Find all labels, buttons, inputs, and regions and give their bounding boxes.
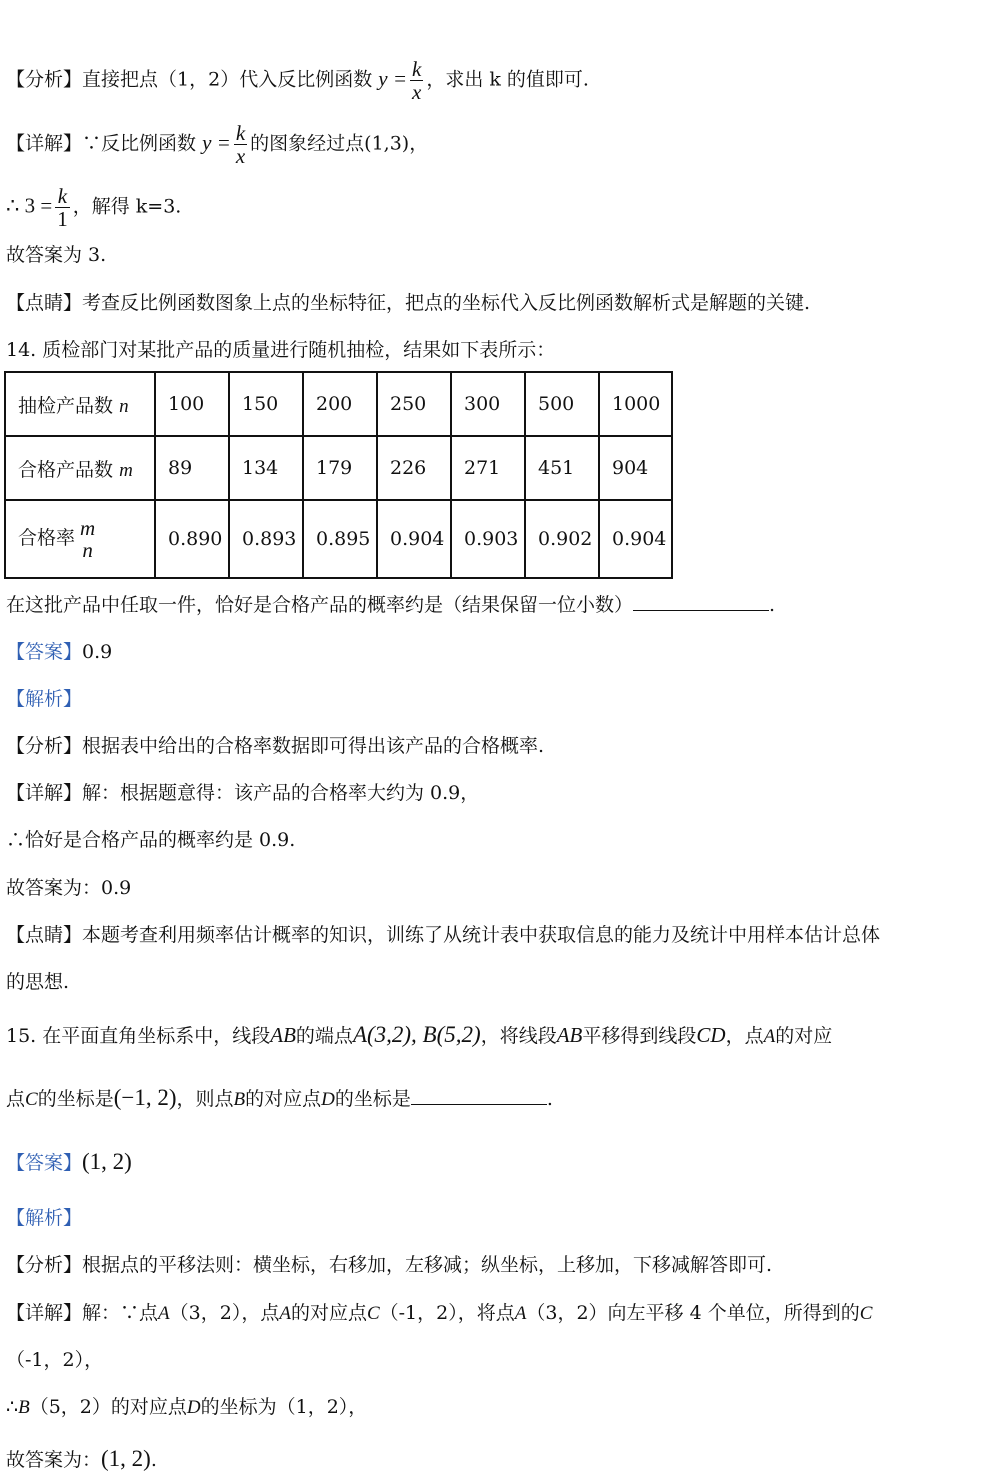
row-label: 抽检产品数 n [5, 372, 155, 436]
q13-step: ∴ 3 = $\frac{k}{1}$ ，解得 k=3. [6, 184, 182, 231]
q14-analysis: 【分析】根据表中给出的合格率数据即可得出该产品的合格概率. [6, 735, 545, 757]
row-label: 合格率 m n [5, 500, 155, 578]
answer-blank [411, 1086, 547, 1105]
q14-question: 14. 质检部门对某批产品的质量进行随机抽检，结果如下表所示： [6, 339, 556, 361]
fraction-k-over-1: $\frac{k}{1}$ [57, 184, 68, 231]
q15-detail: 【详解】解：∵点A（3，2），点A的对应点C（-1，2），将点A（3，2）向左平移 4 个单位，所得到的C [6, 1302, 873, 1324]
fraction-k-over-x-2: $\frac{k}{x}$ [235, 121, 246, 168]
q15-answer: 【答案】(1, 2) [6, 1149, 132, 1174]
q15-question-line2: 点C的坐标是(−1, 2)，则点B的对应点D的坐标是 . [6, 1085, 553, 1110]
q15-jiexi-tag: 【解析】 [6, 1207, 83, 1229]
q13-comment: 【点睛】考查反比例函数图象上点的坐标特征，把点的坐标代入反比例函数解析式是解题的关键. [6, 292, 811, 314]
q14-answer-line: 故答案为：0.9 [6, 877, 132, 899]
q14-table [4, 371, 673, 579]
q15-analysis: 【分析】根据点的平移法则：横坐标，右移加，左移减；纵坐标，上移加，下移减解答即可. [6, 1254, 773, 1276]
q15-therefore: ∴B（5，2）的对应点D的坐标为（1，2）， [6, 1396, 368, 1418]
q13-answer-line: 故答案为 3. [6, 244, 107, 266]
q14-prompt: 在这批产品中任取一件，恰好是合格产品的概率约是（结果保留一位小数） . [6, 594, 776, 616]
analysis-tag: 【分析】 [6, 68, 83, 91]
table-row: 抽检产品数 n 100 150 200 250 300 500 1000 [5, 372, 672, 436]
table-row: 合格率 m n 0.890 0.893 0.895 0.904 0.903 0.902 0.904 [5, 500, 672, 578]
q13-detail: 【详解】∵反比例函数 y = $\frac{k}{x}$ 的图象经过点(1,3)， [6, 121, 429, 168]
q13-analysis: 【分析】直接把点（1，2）代入反比例函数 y = $\frac{k}{x}$ ，求出 k 的值即可. [6, 57, 589, 104]
fraction-k-over-x: $\frac{k}{x}$ [412, 57, 422, 104]
q14-jiexi-tag: 【解析】 [6, 688, 83, 710]
q14-comment-cont: 的思想. [6, 971, 70, 993]
q15-question-line1: 15. 在平面直角坐标系中，线段AB的端点A(3,2), B(5,2)，将线段AB平移得到线段CD，点A的对应 [6, 1022, 833, 1047]
q14-answer: 【答案】0.9 [6, 641, 113, 663]
table-row: 合格产品数 m 89 134 179 226 271 451 904 [5, 436, 672, 500]
q14-comment: 【点睛】本题考查利用频率估计概率的知识，训练了从统计表中获取信息的能力及统计中用样本估计总体 [6, 924, 881, 946]
q14-detail: 【详解】解：根据题意得：该产品的合格率大约为 0.9， [6, 782, 480, 804]
answer-blank [633, 592, 769, 611]
row-label: 合格产品数 m [5, 436, 155, 500]
fraction-m-over-n: m n [80, 516, 96, 562]
q15-answer-line: 故答案为：(1, 2). [6, 1446, 157, 1471]
q15-detail-cont: （-1，2）， [6, 1349, 104, 1371]
q14-therefore: ∴恰好是合格产品的概率约是 0.9. [6, 829, 296, 851]
